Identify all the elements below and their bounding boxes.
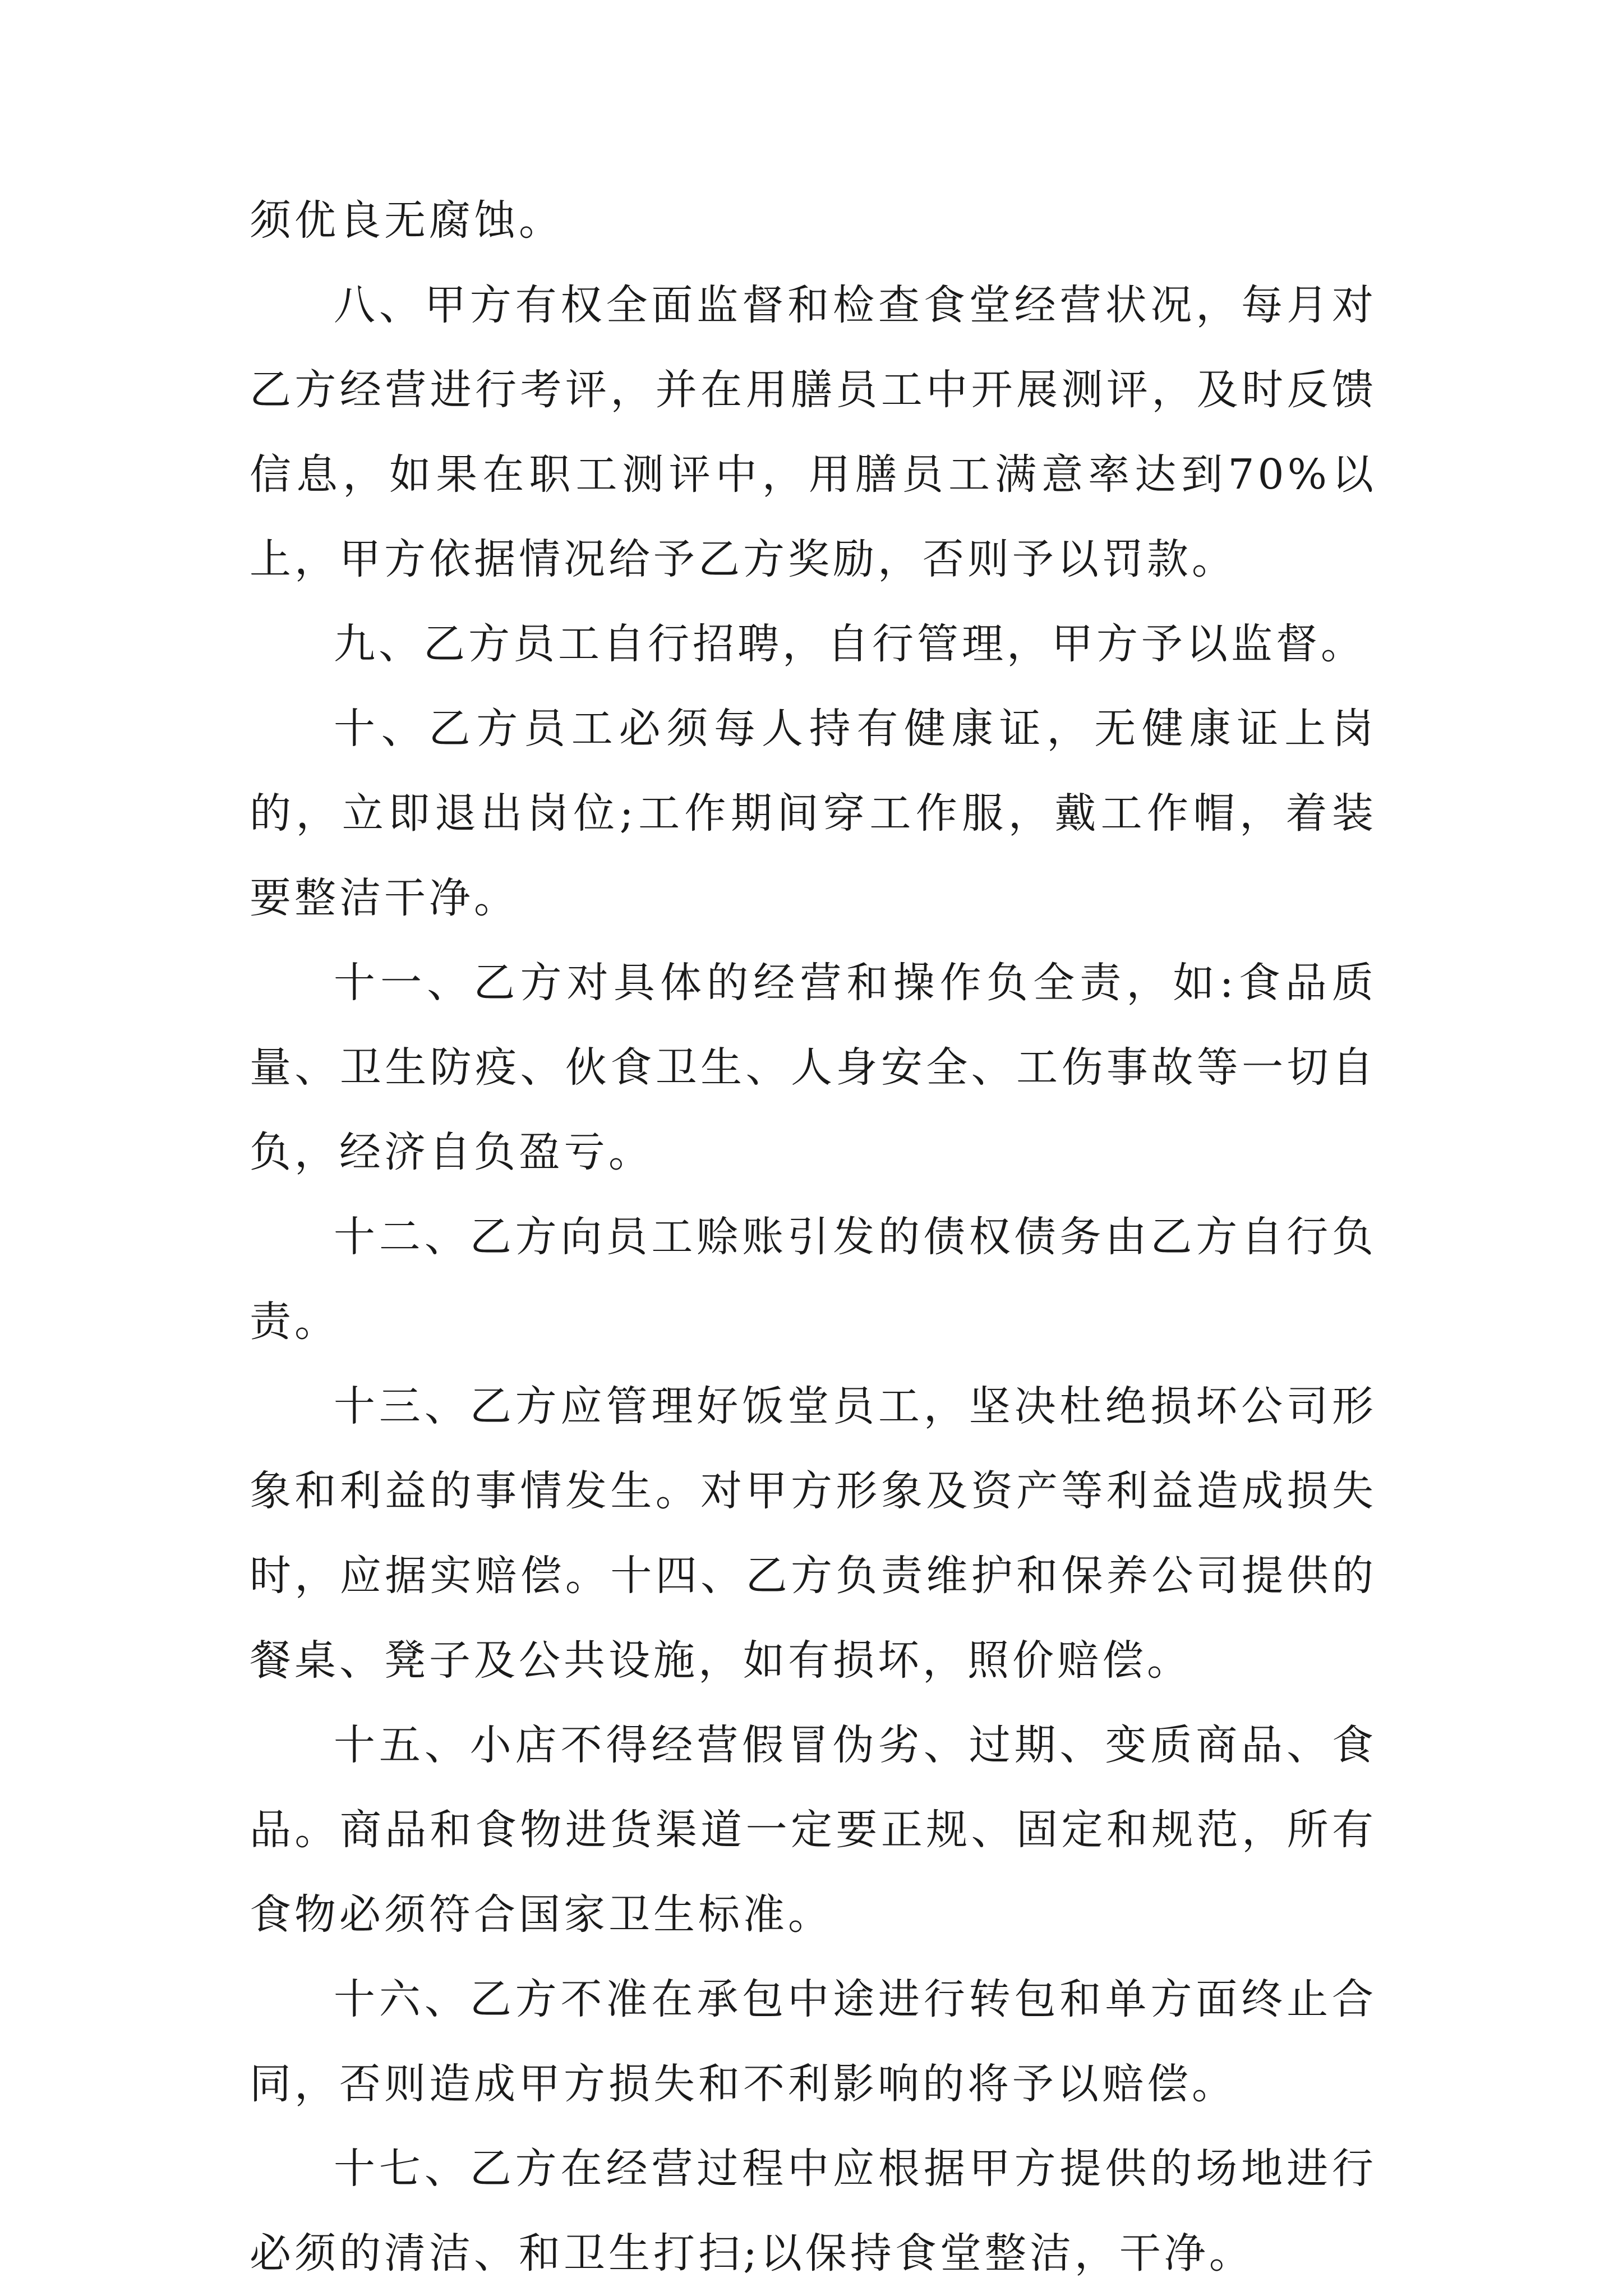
clause-10: 十、乙方员工必须每人持有健康证，无健康证上岗的，立即退出岗位;工作期间穿工作服，戴工作帽，着装要整洁干净。: [250, 705, 1377, 922]
clause-17: 十七、乙方在经营过程中应根据甲方提供的场地进行必须的清洁、和卫生打扫;以保持食堂整洁，干净。: [250, 2145, 1377, 2277]
clause-12: 十二、乙方向员工赊账引发的债权债务由乙方自行负责。: [250, 1213, 1377, 1346]
paragraph-continuation: 须优良无腐蚀。: [250, 196, 564, 245]
clause-8: 八、甲方有权全面监督和检查食堂经营状况，每月对乙方经营进行考评，并在用膳员工中开展测评，及时反馈信息，如果在职工测评中，用膳员工满意率达到70%以上，甲方依据情况给予乙方奖励，否则予以罚款。: [250, 281, 1377, 583]
clause-11: 十一、乙方对具体的经营和操作负全责，如:食品质量、卫生防疫、伙食卫生、人身安全、工伤事故等一切自负，经济自负盈亏。: [250, 959, 1377, 1176]
document-body: [250, 178, 1377, 2296]
clause-16: 十六、乙方不准在承包中途进行转包和单方面终止合同，否则造成甲方损失和不利影响的将予以赔偿。: [250, 1975, 1377, 2108]
clause-15: 十五、小店不得经营假冒伪劣、过期、变质商品、食品。商品和食物进货渠道一定要正规、固定和规范，所有食物必须符合国家卫生标准。: [250, 1721, 1377, 1939]
clause-13-14: 十三、乙方应管理好饭堂员工，坚决杜绝损坏公司形象和利益的事情发生。对甲方形象及资产等利益造成损失时，应据实赔偿。十四、乙方负责维护和保养公司提供的餐桌、凳子及公共设施，如有损坏，照价赔偿。: [250, 1382, 1377, 1685]
clause-9: 九、乙方员工自行招聘，自行管理，甲方予以监督。: [334, 620, 1366, 668]
